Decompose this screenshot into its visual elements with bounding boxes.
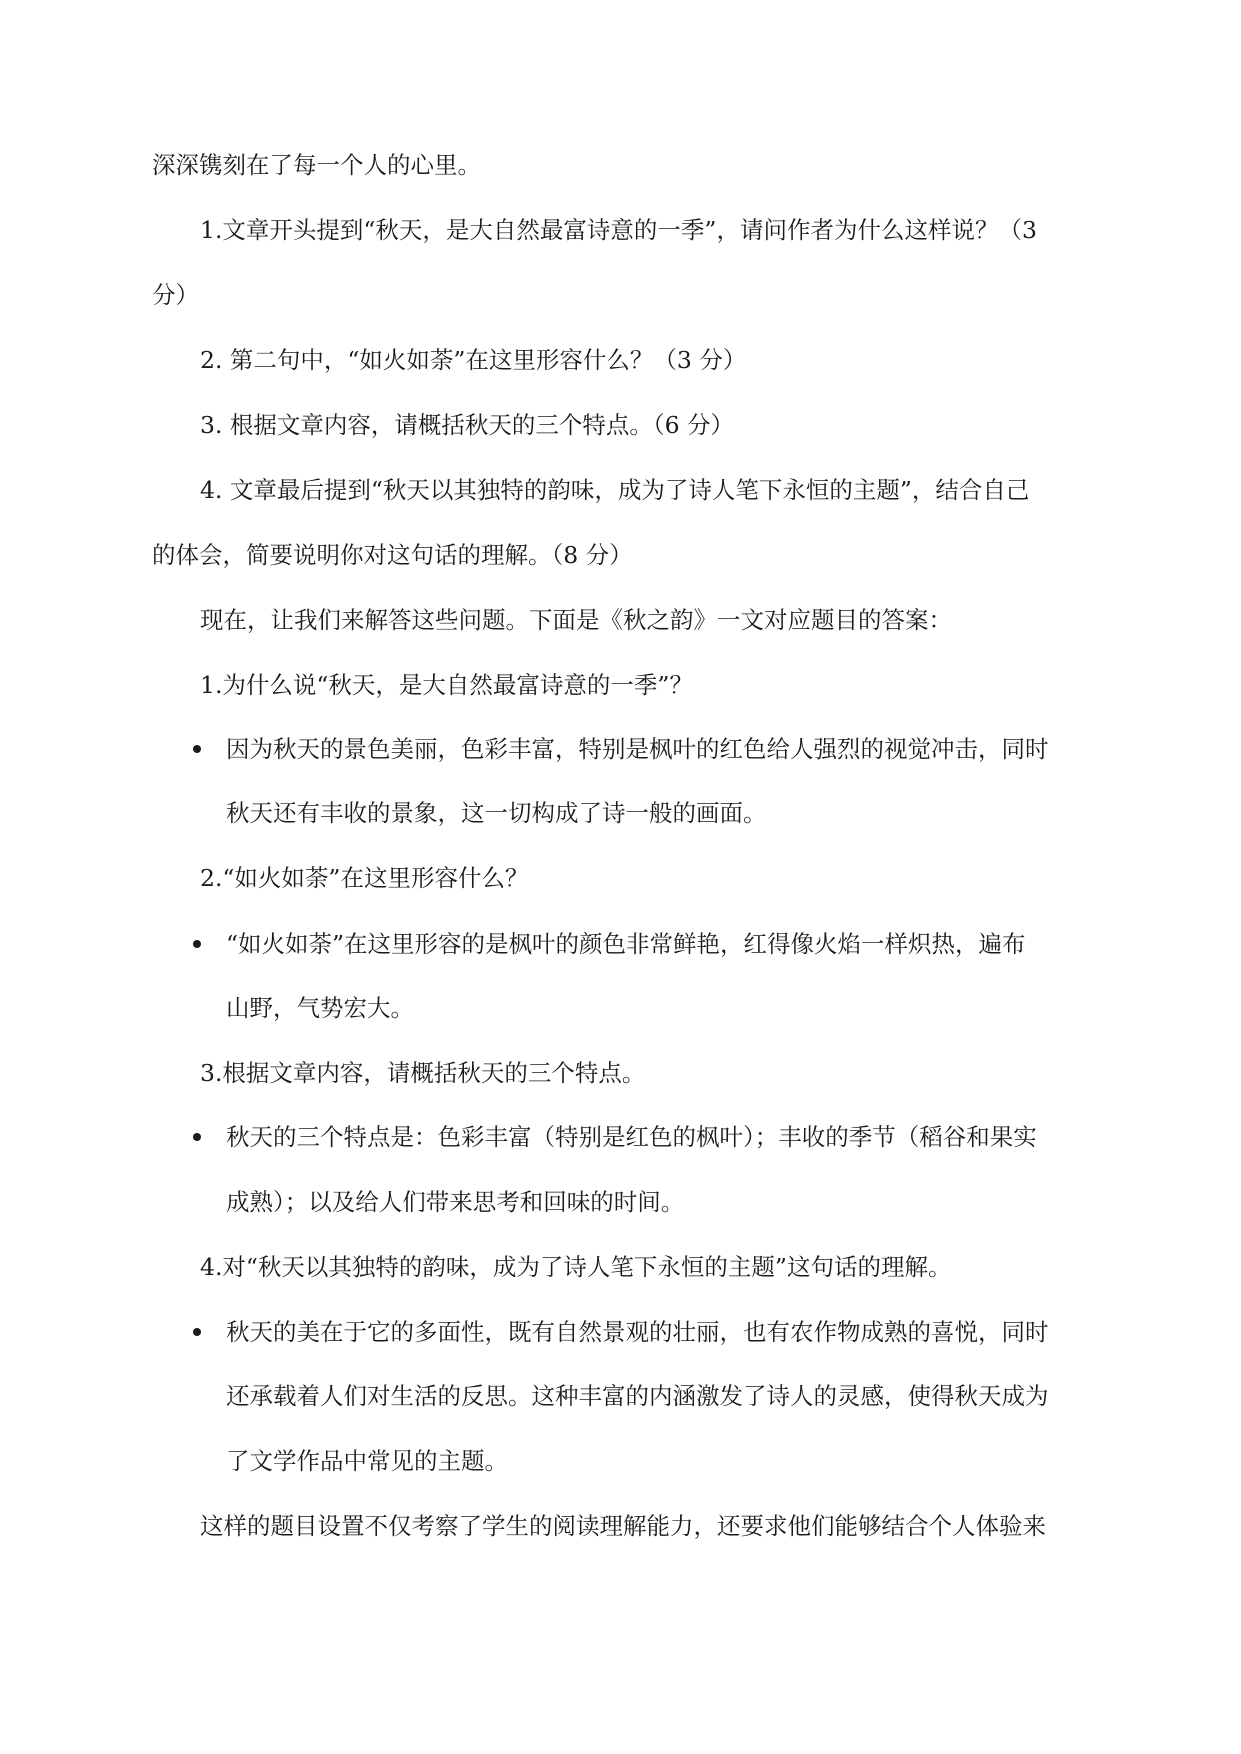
answer-line: 成熟）；以及给人们带来思考和回味的时间。: [226, 1188, 685, 1216]
answer-line: 秋天的三个特点是：色彩丰富（特别是红色的枫叶）；丰收的季节（稻谷和果实: [226, 1123, 1037, 1151]
closing-line: 这样的题目设置不仅考察了学生的阅读理解能力，还要求他们能够结合个人体验来: [200, 1512, 1046, 1540]
answer-line: “如火如荼”在这里形容的是枫叶的颜色非常鲜艳，红得像火焰一样炽热，遍布: [226, 930, 1026, 958]
answer-heading-3: 3.根据文章内容，请概括秋天的三个特点。: [200, 1059, 646, 1087]
question-1-line: 1.文章开头提到“秋天，是大自然最富诗意的一季”，请问作者为什么这样说？（3: [200, 216, 1037, 244]
bullet-icon: [193, 1328, 201, 1336]
answer-line: 山野，气势宏大。: [226, 994, 414, 1022]
answer-line: 还承载着人们对生活的反思。这种丰富的内涵激发了诗人的灵感，使得秋天成为: [226, 1382, 1049, 1410]
answer-line: 秋天的美在于它的多面性，既有自然景观的壮丽，也有农作物成熟的喜悦，同时: [226, 1318, 1049, 1346]
bullet-icon: [193, 745, 201, 753]
answer-heading-2: 2.“如火如荼”在这里形容什么？: [200, 864, 529, 892]
answer-line: 因为秋天的景色美丽，色彩丰富，特别是枫叶的红色给人强烈的视觉冲击，同时: [226, 735, 1049, 763]
answer-heading-1: 1.为什么说“秋天，是大自然最富诗意的一季”？: [200, 671, 693, 699]
question-1-line: 分）: [152, 281, 199, 309]
answer-line: 了文学作品中常见的主题。: [226, 1447, 508, 1475]
bullet-icon: [193, 1133, 201, 1141]
question-4-line: 的体会，简要说明你对这句话的理解。（8 分）: [152, 541, 633, 569]
answer-heading-4: 4.对“秋天以其独特的韵味，成为了诗人笔下永恒的主题”这句话的理解。: [200, 1253, 952, 1281]
text-line: 深深镌刻在了每一个人的心里。: [152, 151, 481, 179]
question-4-line: 4. 文章最后提到“秋天以其独特的韵味，成为了诗人笔下永恒的主题”，结合自己: [200, 476, 1030, 504]
answer-line: 秋天还有丰收的景象，这一切构成了诗一般的画面。: [226, 799, 767, 827]
question-2-line: 2. 第二句中，“如火如荼”在这里形容什么？（3 分）: [200, 346, 747, 374]
bullet-icon: [193, 940, 201, 948]
intro-line: 现在，让我们来解答这些问题。下面是《秋之韵》一文对应题目的答案：: [200, 606, 952, 634]
question-3-line: 3. 根据文章内容，请概括秋天的三个特点。（6 分）: [200, 411, 735, 439]
